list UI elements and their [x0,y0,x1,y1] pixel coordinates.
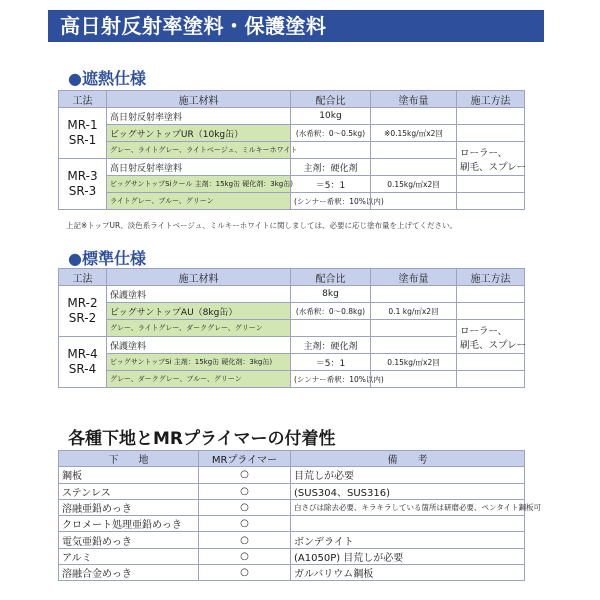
remarks-cell: (SUS304、SUS316) [291,483,525,499]
material-cell: 高日射反射率塗料 [107,108,291,125]
material-cell: 保護塗料 [107,337,291,354]
table-row [59,125,525,142]
adhesion-mark: ○ [199,483,291,499]
adhesion-mark: ○ [199,548,291,564]
method-code-cell [59,337,107,388]
table-row [59,159,525,176]
table-row [59,142,525,159]
remarks-cell: (A1050P) 目荒しが必要 [291,548,525,564]
application-method: ローラー、 [460,147,508,159]
method-code: SR-3 [68,184,97,198]
remarks-cell [291,516,525,532]
table-row [59,303,525,320]
adhesion-mark: ○ [199,532,291,548]
header-ratio: 配合比 [291,91,371,108]
header-remarks: 備 考 [291,451,525,467]
header-application: 施工方法 [457,269,525,286]
substrate-cell: ステンレス [59,483,199,499]
table-row [59,337,525,354]
standard-spec-table [58,268,525,388]
application-method: 刷毛、スプレー [460,339,527,351]
color-options-cell: グレー、ダークグレー、ブルー、グリーン [107,371,291,388]
section-heading-standard: ●標準仕様 [68,249,146,268]
header-primer: MRプライマー [199,451,291,467]
method-code: MR-1 [67,118,98,132]
header-amount: 塗布量 [371,91,457,108]
method-code: SR-4 [68,362,97,376]
table-header-row [59,91,525,108]
table-row [59,499,525,515]
table-row [59,354,525,371]
method-code: SR-1 [68,133,97,147]
header-application: 施工方法 [457,91,525,108]
heat-shield-spec-table [58,90,525,210]
color-options-cell: グレー、ライトグレー、ライトベージュ、ミルキーホワイト [107,142,291,159]
amount-cell: 0.1 kg/㎡x2回 [371,303,457,320]
application-method: ローラー、 [460,325,508,337]
substrate-cell: アルミ [59,548,199,564]
header-material: 施工材料 [107,269,291,286]
method-code-cell [59,286,107,337]
amount-cell: 0.15kg/㎡x2回 [371,176,457,193]
page-title: 高日射反射率塗料・保護塗料 [48,10,544,42]
table-row [59,193,525,210]
table-row [59,467,525,483]
substrate-cell: 溶融亜鉛めっき [59,499,199,515]
method-code: MR-3 [67,169,98,183]
adhesion-mark: ○ [199,467,291,483]
remarks-cell: 白さびは除去必要、キラキラしている箇所は研磨必要、ペンタイト鋼板可 [291,499,525,515]
table-row [59,108,525,125]
material-cell: 保護塗料 [107,286,291,303]
table-row [59,548,525,564]
ratio-cell: (水希釈：0～0.5kg) [291,125,371,142]
material-cell: ビッグサントップUR（10kg缶） [107,125,291,142]
color-options-cell: グレー、ライトグレー、ダークグレー、グリーン [107,320,291,337]
table-row [59,286,525,303]
header-amount: 塗布量 [371,269,457,286]
method-code: SR-2 [68,311,97,325]
remarks-cell: 目荒しが必要 [291,467,525,483]
header-material: 施工材料 [107,91,291,108]
table-header-row [59,269,525,286]
ratio-cell: ＝5：1 [291,354,371,371]
ratio-cell: 主剤：硬化剤 [291,159,371,176]
amount-cell: ※0.15kg/㎡x2回 [371,125,457,142]
header-method-code: 工法 [59,269,107,286]
method-code: MR-2 [67,296,98,310]
material-cell: ビッグサントップAU（8kg缶） [107,303,291,320]
substrate-cell: 電気亜鉛めっき [59,532,199,548]
table-row [59,371,525,388]
header-substrate: 下 地 [59,451,199,467]
adhesion-mark: ○ [199,499,291,515]
adhesion-mark: ○ [199,565,291,581]
method-code-cell [59,108,107,159]
table-row [59,483,525,499]
remarks-cell: ボンデライト [291,532,525,548]
table-header-row [59,451,525,467]
application-method-cell [457,142,525,176]
table-row [59,176,525,193]
ratio-cell: 10kg [291,108,371,125]
ratio-cell: ＝5：1 [291,176,371,193]
substrate-cell: 鋼板 [59,467,199,483]
application-method: 刷毛、スプレー [460,161,527,173]
substrate-adhesion-table [58,450,542,581]
ratio-cell: (シンナー希釈：10%以内) [291,193,371,210]
table-row [59,532,525,548]
header-method-code: 工法 [59,91,107,108]
material-cell: ビッグサントップSi 主剤：15kg缶 硬化剤：3kg缶) [107,354,291,371]
table-row [59,320,525,337]
remarks-cell: ガルバリウム鋼板 [291,565,525,581]
ratio-cell: (水希釈：0～0.8kg) [291,303,371,320]
ratio-cell: 主剤：硬化剤 [291,337,371,354]
section-heading-substrate-adhesion: 各種下地とMRプライマーの付着性 [68,429,336,449]
table-row [59,565,525,581]
application-method-cell [457,320,525,354]
color-options-cell: ライトグレー、ブルー、グリーン [107,193,291,210]
footnote: 上記※トップUR、淡色系ライトベージュ、ミルキーホワイトに関しましては、必要に応じ塗布量を上げてください。 [66,221,458,230]
table-row [59,516,525,532]
section-heading-heat-shield: ●遮熱仕様 [68,69,146,88]
header-ratio: 配合比 [291,269,371,286]
material-cell: ビッグサントップSiクール 主剤：15kg缶 硬化剤：3kg缶) [107,176,291,193]
ratio-cell: 8kg [291,286,371,303]
substrate-cell: クロメート処理亜鉛めっき [59,516,199,532]
method-code-cell [59,159,107,210]
substrate-cell: 溶融合金めっき [59,565,199,581]
method-code: MR-4 [67,347,98,361]
adhesion-mark: ○ [199,516,291,532]
ratio-cell: (シンナー希釈：10%以内) [291,371,371,388]
material-cell: 高日射反射率塗料 [107,159,291,176]
amount-cell: 0.15kg/㎡x2回 [371,354,457,371]
